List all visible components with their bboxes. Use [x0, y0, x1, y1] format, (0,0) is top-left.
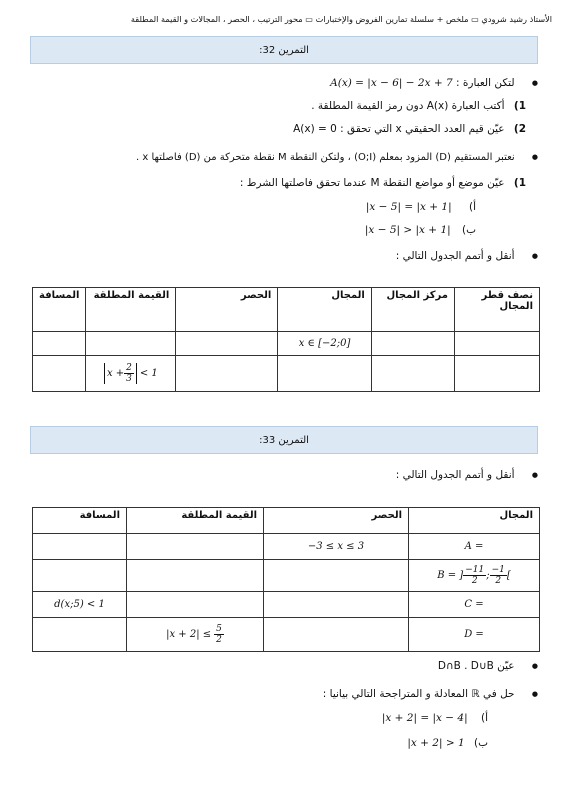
ex33-q-solve [24, 686, 538, 702]
ex32-cond-b [24, 222, 476, 238]
table-cell [371, 332, 454, 356]
ex32-q2-num: 2) [513, 123, 526, 135]
table-row [33, 356, 540, 392]
fraction [490, 565, 507, 586]
table-cell [33, 332, 86, 356]
ex33-r3-interval: C = [464, 599, 484, 610]
ex33-s-b-label: ب) [474, 737, 488, 749]
ex33-table-intro-text: أنقل و أتمم الجدول التالي : [395, 469, 515, 481]
frac-num: −1 [491, 565, 505, 575]
ex33-q-union [24, 658, 538, 674]
ex32-th-distance: المسافة [33, 288, 86, 332]
ex33-th-bound: الحصر [264, 508, 409, 534]
table-cell [264, 560, 409, 592]
ex33-table [32, 507, 540, 652]
frac-den: 3 [126, 374, 132, 384]
table-cell [33, 356, 86, 392]
ex32-q2 [24, 121, 526, 137]
interval-separator: ; [486, 570, 490, 581]
table-row [33, 592, 540, 618]
ex32-table-intro-text: أنقل و أتمم الجدول التالي : [395, 250, 515, 262]
ex32-q1-text: أكتب العبارة A(x) دون رمز القيمة المطلقة . [311, 100, 505, 112]
table-cell [176, 332, 278, 356]
table-cell [371, 356, 454, 392]
ex32-intro-line [24, 75, 538, 91]
ex32-line2-text: نعتبر المستقيم (D) المزود بمعلم (O;I) ، ولتكن النقطة M نقطة متحركة من (D) فاصلتها x . [135, 152, 515, 163]
ex33-table-header-row [33, 508, 540, 534]
ex33-th-distance: المسافة [33, 508, 127, 534]
abs-left: x + [106, 368, 125, 379]
table-cell [409, 534, 540, 560]
ex32-th-interval: المجال [278, 288, 372, 332]
ex32-th-bound: الحصر [176, 288, 278, 332]
ex32-q3-num: 1) [513, 177, 526, 189]
ex32-line2 [24, 149, 538, 166]
ex33-r2-interval [437, 565, 511, 586]
abs-expr: |x + 2| ≤ [166, 629, 212, 640]
ex33-s-a-expr: |x + 2| = |x − 4| [381, 712, 468, 724]
frac-den: 2 [495, 576, 502, 586]
table-cell [409, 618, 540, 652]
ex32-cond-a-expr: |x − 5| = |x + 1| [365, 201, 452, 213]
ex33-table-intro [24, 467, 538, 483]
page-header: الأستاذ رشيد شرودي ▭ ملخص + سلسلة تمارين الفروض والإختبارات ▭ محور الترتيب ، الحصر ، المجالات و القيمة المطلقة [130, 14, 552, 24]
fraction [214, 624, 224, 645]
ex32-q3-text: عيّن موضع أو مواضع النقطة M عندما تحقق فاصلتها الشرط : [239, 177, 505, 189]
ex32-intro: لتكن العبارة : [456, 77, 515, 89]
table-cell [454, 356, 539, 392]
abs-right: < 1 [139, 368, 158, 379]
ex33-s-a-label: أ) [480, 712, 488, 724]
table-row [33, 560, 540, 592]
ex33-r4-abs [166, 624, 224, 645]
ex33-r4-interval: D = [464, 629, 484, 640]
ex32-cond-a-label: أ) [468, 201, 476, 213]
table-cell [127, 560, 264, 592]
ex32-table-header-row [33, 288, 540, 332]
ex33-r1-bound: −3 ≤ x ≤ 3 [307, 541, 365, 552]
ex32-cond-b-label: ب) [462, 224, 476, 236]
table-cell [176, 356, 278, 392]
frac-num: 2 [126, 363, 132, 373]
ex32-q1 [24, 98, 526, 114]
table-cell [278, 356, 372, 392]
exercise-33-title: التمرين 33: [30, 426, 538, 454]
table-cell [264, 534, 409, 560]
ex33-th-abs: القيمة المطلقة [127, 508, 264, 534]
table-row [33, 534, 540, 560]
fraction [463, 565, 486, 586]
ex33-s-a [24, 710, 488, 726]
table-row [33, 332, 540, 356]
table-cell [127, 534, 264, 560]
ex33-q-solve-text: حل في ℝ المعادلة و المتراجحة التالي بيانيا : [322, 688, 515, 700]
ex32-cond-b-expr: |x − 5| > |x + 1| [364, 224, 451, 236]
table-cell [33, 560, 127, 592]
ex32-r1-interval: x ∈ [−2;0] [298, 338, 351, 349]
ex32-th-abs: القيمة المطلقة [86, 288, 176, 332]
ex33-th-interval: المجال [409, 508, 540, 534]
ex33-s-b [24, 735, 488, 751]
table-cell [127, 592, 264, 618]
frac-den: 2 [216, 635, 222, 645]
ex32-r2-abs [104, 363, 158, 384]
abs-bars [104, 363, 137, 384]
table-cell [278, 332, 372, 356]
ex32-cond-a [24, 199, 476, 215]
table-cell [33, 618, 127, 652]
table-cell [86, 356, 176, 392]
ex33-s-b-expr: |x + 2| > 1 [407, 737, 465, 749]
fraction [124, 363, 134, 384]
ex32-table-intro [24, 248, 538, 264]
interval-prefix: B = ] [437, 570, 464, 581]
table-cell [33, 534, 127, 560]
ex33-r3-distance: d(x;5) < 1 [54, 599, 105, 610]
ex32-q2-text: عيّن قيم العدد الحقيقي x التي تحقق : A(x) = 0 [293, 123, 505, 135]
ex32-th-radius: نصف قطر المجال [454, 288, 539, 332]
table-cell [409, 560, 540, 592]
ex32-th-center: مركز المجال [371, 288, 454, 332]
table-cell [86, 332, 176, 356]
table-cell [409, 592, 540, 618]
table-row [33, 618, 540, 652]
frac-num: 5 [216, 624, 222, 634]
ex33-q-union-text: عيّن D∩B . D∪B [437, 660, 515, 672]
ex32-table [32, 287, 540, 392]
table-cell [454, 332, 539, 356]
table-cell [33, 592, 127, 618]
ex33-r1-interval: A = [464, 541, 484, 552]
interval-suffix: [ [506, 570, 511, 581]
ex32-expression: A(x) = |x − 6| − 2x + 7 [330, 77, 453, 89]
frac-num: −11 [465, 565, 485, 575]
table-cell [127, 618, 264, 652]
ex32-q3 [24, 175, 526, 191]
table-cell [264, 592, 409, 618]
frac-den: 2 [471, 576, 478, 586]
exercise-32-title: التمرين 32: [30, 36, 538, 64]
table-cell [264, 618, 409, 652]
ex32-q1-num: 1) [513, 100, 526, 112]
